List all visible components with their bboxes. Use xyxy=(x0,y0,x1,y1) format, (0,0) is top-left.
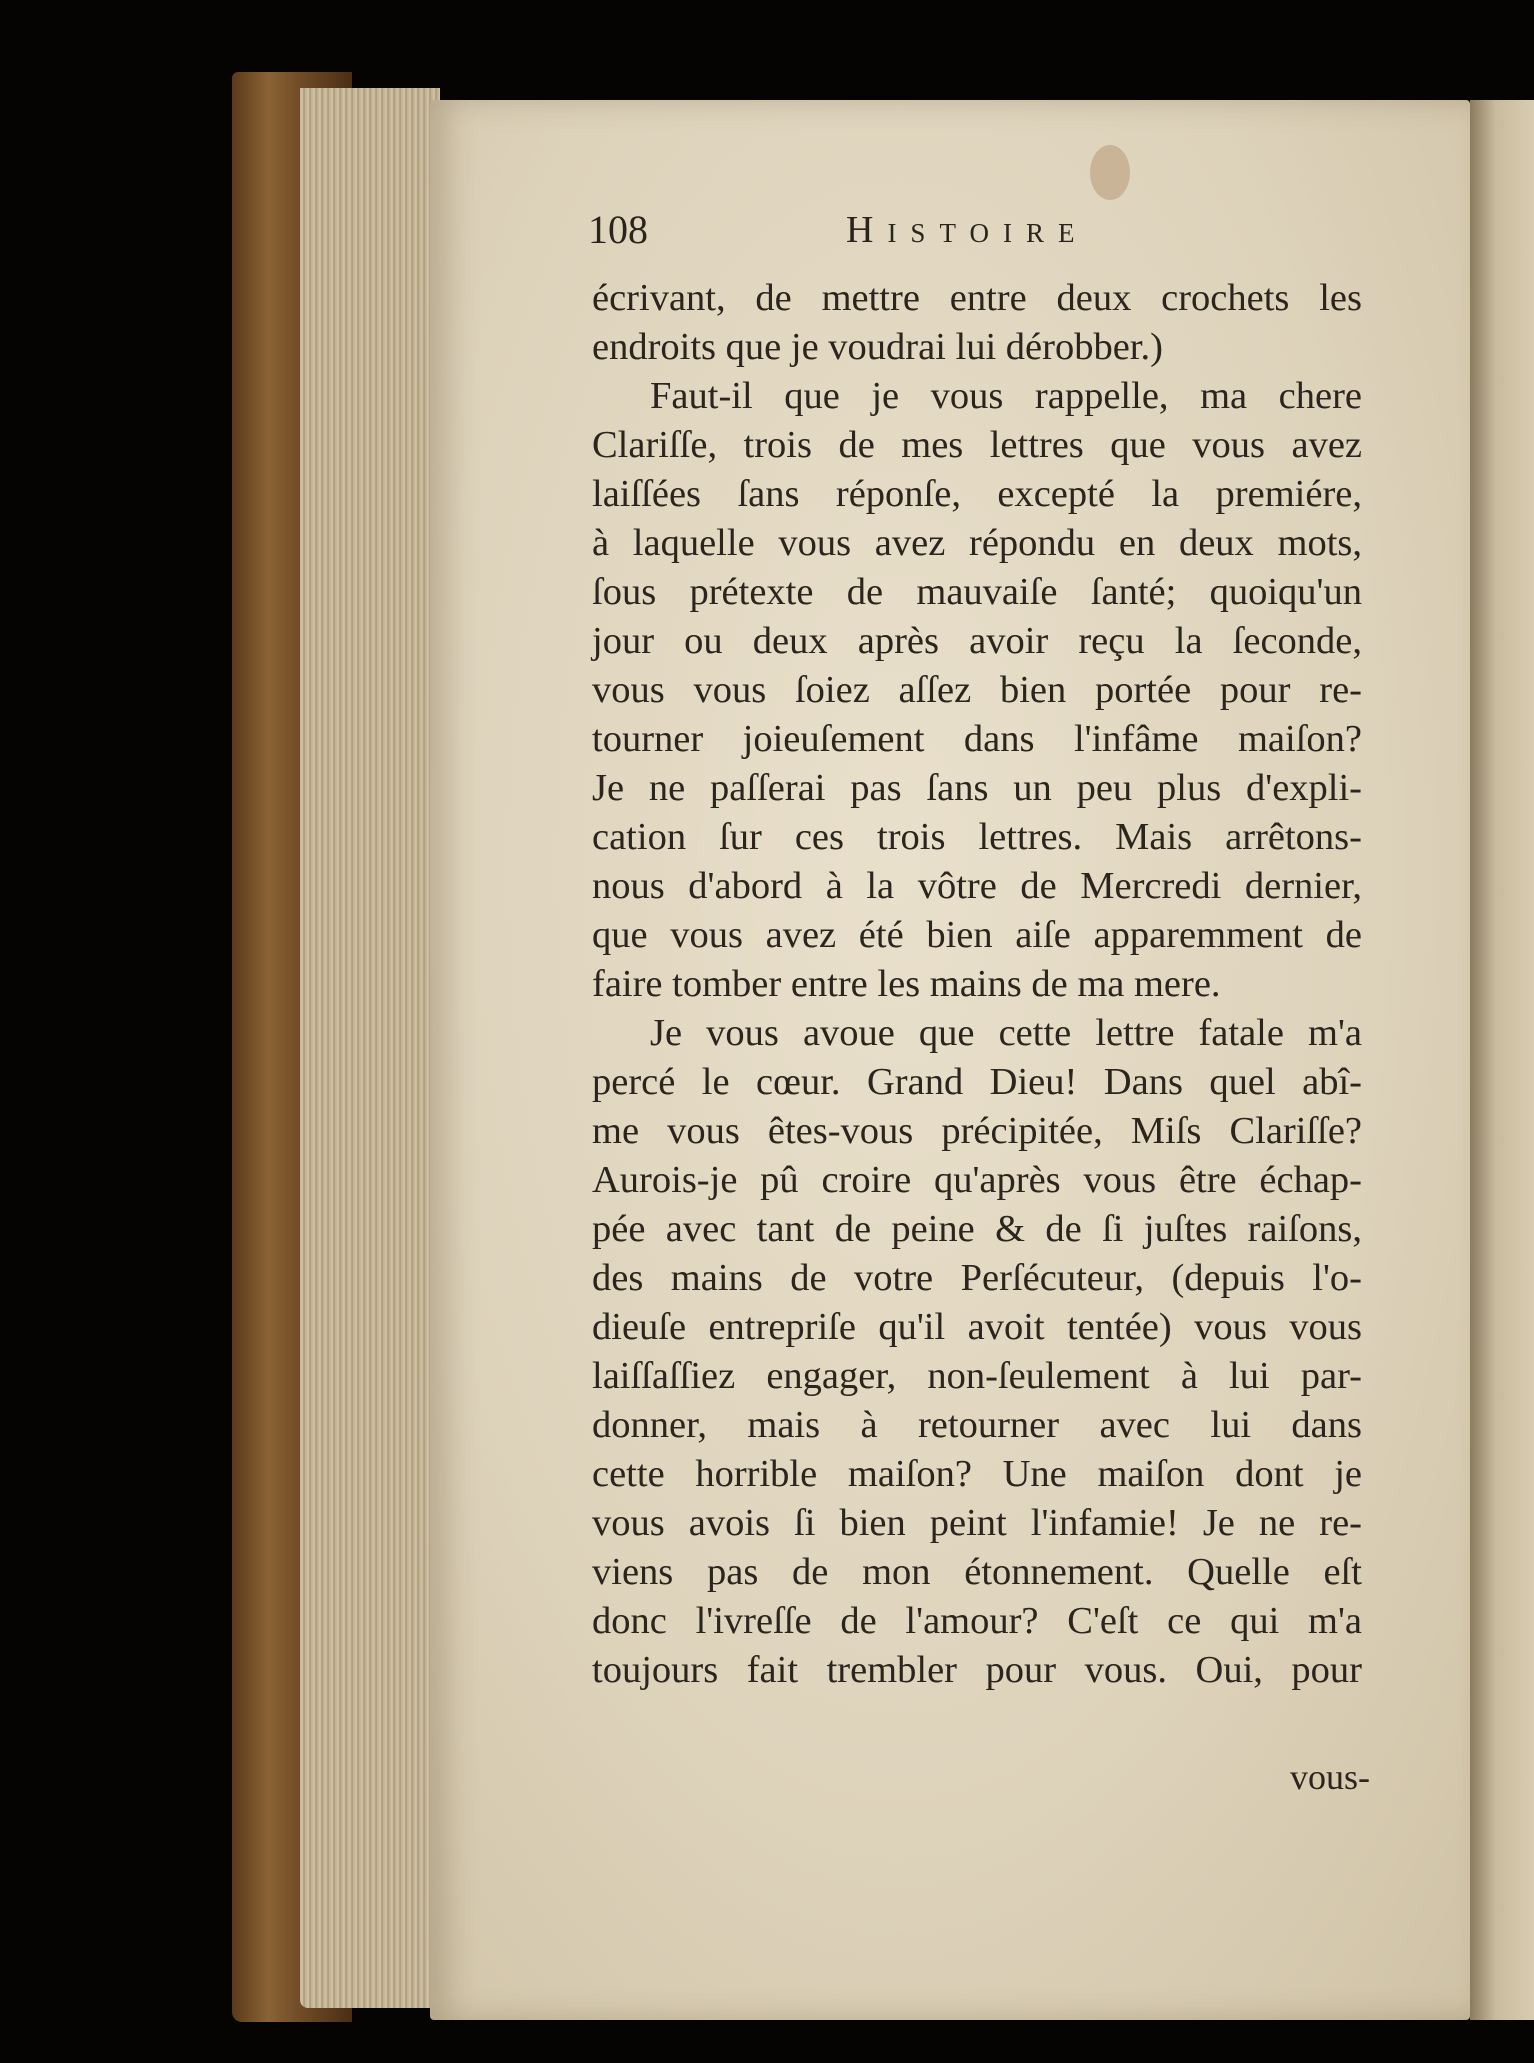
text-line: viens pas de mon étonnement. Quelle eſt xyxy=(592,1551,1362,1593)
text-line: pée avec tant de peine & de ſi juſtes raiſons, xyxy=(592,1208,1362,1250)
catchword: vous- xyxy=(1290,1757,1370,1797)
text-line: laiſſées ſans réponſe, excepté la premiére, xyxy=(592,473,1362,515)
facing-page-edge xyxy=(1470,100,1534,2020)
paper-stain xyxy=(1090,145,1130,200)
text-line: écrivant, de mettre entre deux crochets les xyxy=(592,277,1362,319)
text-line: endroits que je voudrai lui dérobber.) xyxy=(592,326,1163,368)
text-line: vous vous ſoiez aſſez bien portée pour re- xyxy=(592,669,1362,711)
text-line: dieuſe entrepriſe qu'il avoit tentée) vous vous xyxy=(592,1306,1362,1348)
text-line: me vous êtes-vous précipitée, Miſs Clariſſe? xyxy=(592,1110,1362,1152)
body-text xyxy=(592,274,1362,1695)
text-line: cation ſur ces trois lettres. Mais arrêtons- xyxy=(592,816,1362,858)
text-line: jour ou deux après avoir reçu la ſeconde, xyxy=(592,620,1362,662)
text-line: Faut-il que je vous rappelle, ma chere xyxy=(650,375,1362,417)
text-line: toujours fait trembler pour vous. Oui, pour xyxy=(592,1649,1362,1691)
page-number: 108 xyxy=(588,207,648,252)
text-line: nous d'abord à la vôtre de Mercredi dernier, xyxy=(592,865,1362,907)
text-line: ſous prétexte de mauvaiſe ſanté; quoiqu'un xyxy=(592,571,1362,613)
text-line: laiſſaſſiez engager, non-ſeulement à lui par- xyxy=(592,1355,1362,1397)
text-line: donner, mais à retourner avec lui dans xyxy=(592,1404,1362,1446)
text-line: Je ne paſſerai pas ſans un peu plus d'expli- xyxy=(592,767,1362,809)
text-line: donc l'ivreſſe de l'amour? C'eſt ce qui m'a xyxy=(592,1600,1362,1642)
text-line: vous avois ſi bien peint l'infamie! Je ne re- xyxy=(592,1502,1362,1544)
text-line: à laquelle vous avez répondu en deux mots, xyxy=(592,522,1362,564)
text-line: faire tomber entre les mains de ma mere. xyxy=(592,963,1221,1005)
text-line: Je vous avoue que cette lettre fatale m'a xyxy=(650,1012,1362,1054)
text-line: tourner joieuſement dans l'infâme maiſon? xyxy=(592,718,1362,760)
text-line: percé le cœur. Grand Dieu! Dans quel abî- xyxy=(592,1061,1362,1103)
text-line: Aurois-je pû croire qu'après vous être échap- xyxy=(592,1159,1362,1201)
running-head xyxy=(588,200,1488,260)
page-edges xyxy=(300,88,440,2008)
text-line: des mains de votre Perſécuteur, (depuis l'o- xyxy=(592,1257,1362,1299)
text-line: que vous avez été bien aiſe apparemment de xyxy=(592,914,1362,956)
running-title: Histoire xyxy=(846,209,1089,251)
text-line: cette horrible maiſon? Une maiſon dont je xyxy=(592,1453,1362,1495)
text-line: Clariſſe, trois de mes lettres que vous avez xyxy=(592,424,1362,466)
